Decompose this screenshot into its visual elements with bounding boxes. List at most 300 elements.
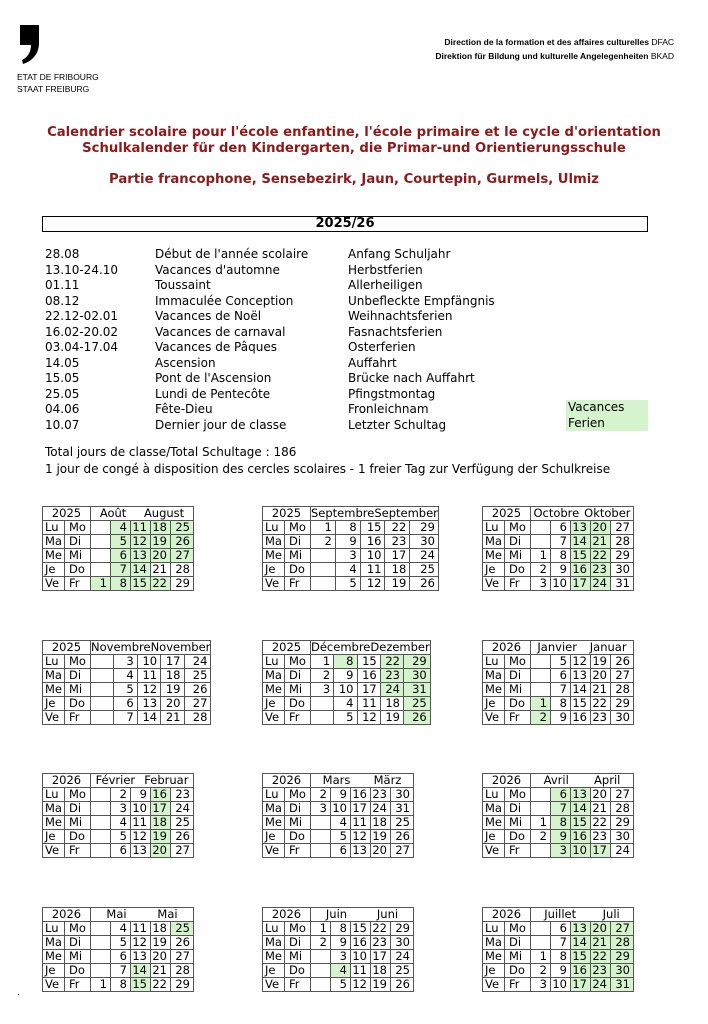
weekday-row [483,669,634,683]
day-cell: 18 [151,922,171,936]
weekday-de: Di [505,669,531,683]
empty-day-cell [531,802,551,816]
empty-day-cell [91,844,111,858]
weekday-row [43,978,194,992]
weekday-fr: Ma [483,669,505,683]
day-cell: 4 [335,563,360,577]
school-year-banner: 2025/26 [42,216,648,232]
month-name-fr: Septembre [311,506,375,520]
holiday-day-cell: 24 [591,577,611,591]
holiday-day-cell: 7 [111,563,131,577]
month-calendar [482,773,634,858]
weekday-row [483,788,634,802]
weekday-row [43,697,211,711]
weekday-fr: Lu [43,655,65,669]
event-fr: Début de l'année scolaire [155,247,309,261]
day-cell: 10 [551,978,571,992]
weekday-row [263,802,414,816]
holiday-day-cell: 23 [591,964,611,978]
weekday-fr: Me [263,950,285,964]
day-cell: 1 [531,950,551,964]
holiday-day-cell: 14 [571,936,591,950]
day-cell: 3 [311,683,334,697]
day-cell: 13 [131,950,151,964]
holiday-day-cell: 11 [131,521,151,535]
day-cell: 10 [131,802,151,816]
weekday-de: Mo [65,655,91,669]
holiday-day-cell: 23 [380,669,403,683]
weekday-row [43,950,194,964]
empty-day-cell [91,563,111,577]
event-de: Pfingstmontag [348,386,436,401]
weekday-de: Di [285,535,311,549]
weekday-row [483,816,634,830]
weekday-de: Fr [285,711,311,725]
weekday-fr: Je [263,964,285,978]
day-cell: 5 [334,711,357,725]
day-cell: 28 [611,535,634,549]
weekday-de: Mi [65,683,91,697]
day-cell: 22 [385,521,410,535]
holiday-day-cell: 7 [551,802,571,816]
weekday-row [43,549,194,563]
day-cell: 10 [331,802,351,816]
empty-day-cell [311,978,331,992]
day-cell: 20 [151,950,171,964]
weekday-fr: Ve [43,844,65,858]
subtitle-regions: Partie francophone, Sensebezirk, Jaun, Courtepin, Gurmels, Ulmiz [109,172,599,187]
day-cell: 30 [410,535,439,549]
empty-day-cell [91,549,111,563]
day-cell: 8 [331,922,351,936]
weekday-fr: Lu [263,521,285,535]
holiday-day-cell: 21 [591,936,611,950]
holiday-day-cell: 17 [571,577,591,591]
weekday-row [43,844,194,858]
day-cell: 6 [111,950,131,964]
day-cell: 15 [351,922,371,936]
weekday-row [483,549,634,563]
event-fr: Dernier jour de classe [155,417,287,432]
weekday-de: Di [65,802,91,816]
month-year: 2026 [43,908,91,922]
day-cell: 12 [137,683,160,697]
day-cell: 29 [171,577,194,591]
department-de-abbr: BKAD [650,51,674,61]
weekday-de: Mo [505,788,531,802]
event-date: 03.04-17.04 [45,340,119,354]
empty-day-cell [531,655,551,669]
weekday-fr: Ma [263,936,285,950]
weekday-de: Do [65,964,91,978]
day-cell: 26 [171,936,194,950]
weekday-de: Di [285,936,311,950]
month-year: 2025 [263,507,311,521]
day-cell: 3 [311,802,331,816]
day-cell: 12 [131,830,151,844]
day-cell: 4 [334,697,357,711]
holiday-day-cell: 3 [551,844,571,858]
holiday-day-cell: 8 [551,816,571,830]
day-cell: 19 [591,655,611,669]
event-date: 25.05 [45,386,80,401]
month-year: 2026 [43,774,91,788]
month-name-de: Oktober [584,506,631,520]
month-name-fr: Juin [325,907,348,921]
holiday-day-cell: 12 [131,535,151,549]
month-year: 2025 [483,507,531,521]
day-cell: 12 [351,978,371,992]
weekday-fr: Ve [43,978,65,992]
day-cell: 19 [371,830,391,844]
day-cell: 21 [161,711,184,725]
day-cell: 16 [357,669,380,683]
holiday-day-cell: 20 [151,549,171,563]
day-cell: 7 [551,683,571,697]
month-name-de: Februar [144,773,189,787]
event-fr: Immaculée Conception [155,293,294,308]
month-name [531,507,634,521]
weekday-row [483,802,634,816]
weekday-fr: Je [43,563,65,577]
event-de: Unbefleckte Empfängnis [348,293,495,308]
weekday-de: Mo [505,521,531,535]
day-cell: 17 [371,950,391,964]
event-date: 08.12 [45,293,80,308]
weekday-row [263,950,414,964]
day-cell: 23 [591,711,611,725]
weekday-row [263,830,414,844]
day-cell: 5 [331,830,351,844]
weekday-row [263,816,414,830]
day-cell: 29 [391,922,414,936]
day-cell: 1 [531,549,551,563]
weekday-de: Di [65,669,91,683]
month-calendar [262,773,414,858]
weekday-de: Di [285,802,311,816]
holiday-day-cell: 18 [151,816,171,830]
month-name [311,908,414,922]
day-cell: 18 [371,964,391,978]
day-cell: 24 [410,549,439,563]
empty-day-cell [91,655,114,669]
holiday-day-cell: 28 [611,936,634,950]
day-cell: 13 [571,669,591,683]
day-cell: 4 [331,816,351,830]
weekday-fr: Lu [483,521,505,535]
logo-text [17,71,99,95]
holiday-day-cell: 22 [380,655,403,669]
month-name-de: September [374,506,438,520]
weekday-de: Mi [505,816,531,830]
month-calendar [42,640,211,725]
day-cell: 18 [385,563,410,577]
month-name-de: April [594,773,621,787]
day-cell: 27 [611,669,634,683]
day-cell: 27 [611,521,634,535]
day-cell: 23 [385,535,410,549]
day-cell: 9 [551,964,571,978]
day-cell: 21 [151,964,171,978]
day-cell: 30 [611,830,634,844]
holiday-day-cell: 16 [151,788,171,802]
day-cell: 9 [335,535,360,549]
comma-logo-icon [17,23,43,65]
day-cell: 25 [184,669,211,683]
weekday-row [483,936,634,950]
weekday-fr: Ma [43,535,65,549]
empty-day-cell [91,950,111,964]
day-cell: 3 [331,950,351,964]
month-name [531,641,634,655]
day-cell: 11 [351,816,371,830]
weekday-fr: Me [43,549,65,563]
weekday-de: Mo [285,788,311,802]
month-name [311,507,439,521]
free-day-note: 1 jour de congé à disposition des cercles scolaires - 1 freier Tag zur Verfügung der Schulkreise [45,462,611,476]
day-cell: 18 [380,697,403,711]
event-date: 13.10-24.10 [45,262,119,277]
empty-day-cell [311,549,336,563]
day-cell: 3 [531,978,551,992]
day-cell: 30 [611,711,634,725]
weekday-de: Mi [505,683,531,697]
holiday-day-cell: 13 [131,549,151,563]
weekday-de: Di [505,535,531,549]
event-de: Allerheiligen [348,278,423,292]
day-cell: 11 [360,563,385,577]
holiday-day-cell: 1 [531,697,551,711]
day-cell: 30 [611,563,634,577]
day-cell: 21 [591,683,611,697]
event-date: 04.06 [45,402,80,416]
department-de: Direktion für Bildung und kulturelle Angelegenheiten [435,51,649,61]
weekday-de: Do [285,697,311,711]
weekday-fr: Je [43,964,65,978]
day-cell: 26 [171,830,194,844]
day-cell: 20 [371,844,391,858]
day-cell: 29 [410,521,439,535]
holiday-day-cell: 23 [591,563,611,577]
day-cell: 2 [531,563,551,577]
weekday-fr: Ma [263,535,285,549]
weekday-de: Do [65,563,91,577]
month-calendar [482,907,634,992]
holiday-day-cell: 8 [111,577,131,591]
holiday-day-cell: 13 [571,788,591,802]
month-name-de: August [143,506,185,520]
empty-day-cell [91,830,111,844]
weekday-fr: Je [483,563,505,577]
month-year: 2025 [43,507,91,521]
month-year: 2025 [263,641,311,655]
day-cell: 4 [111,816,131,830]
holiday-day-cell: 20 [591,922,611,936]
holiday-day-cell: 14 [131,563,151,577]
weekday-fr: Je [43,830,65,844]
holiday-day-cell: 6 [111,549,131,563]
day-cell: 28 [184,711,211,725]
holiday-day-cell: 22 [591,549,611,563]
weekday-de: Di [505,936,531,950]
day-cell: 23 [371,936,391,950]
day-cell: 16 [360,535,385,549]
holiday-day-cell: 24 [591,978,611,992]
weekday-row [43,922,194,936]
weekday-row [483,711,634,725]
event-fr: Toussaint [155,278,211,292]
page-dot: . [17,988,20,998]
weekday-fr: Ve [43,577,65,591]
day-cell: 9 [334,669,357,683]
holiday-day-cell: 29 [404,655,431,669]
day-cell: 13 [137,697,160,711]
empty-day-cell [311,816,331,830]
empty-day-cell [91,816,111,830]
month-year: 2026 [263,908,311,922]
day-cell: 6 [551,922,571,936]
holiday-day-cell: 18 [151,521,171,535]
department-fr: Direction de la formation et des affaires culturelles [444,37,649,47]
day-cell: 24 [171,802,194,816]
empty-day-cell [531,535,551,549]
day-cell: 2 [311,936,331,950]
weekday-fr: Ma [263,802,285,816]
day-cell: 2 [111,788,131,802]
day-cell: 30 [391,936,414,950]
day-cell: 1 [311,521,336,535]
weekday-fr: Ma [263,669,285,683]
day-cell: 19 [151,936,171,950]
weekday-de: Mi [65,816,91,830]
day-cell: 19 [385,577,410,591]
weekday-de: Do [65,830,91,844]
day-cell: 29 [611,816,634,830]
event-fr: Fête-Dieu [155,402,213,416]
empty-day-cell [531,669,551,683]
weekday-de: Fr [505,844,531,858]
event-date: 28.08 [45,247,80,261]
holiday-day-cell: 19 [151,830,171,844]
day-cell: 2 [311,788,331,802]
weekday-fr: Ve [263,844,285,858]
weekday-fr: Ma [43,802,65,816]
holiday-day-cell: 1 [91,577,111,591]
day-cell: 7 [551,535,571,549]
holiday-day-cell: 4 [111,521,131,535]
day-cell: 14 [571,683,591,697]
day-cell: 23 [371,788,391,802]
weekday-de: Di [65,535,91,549]
weekday-de: Mo [65,922,91,936]
day-cell: 11 [357,697,380,711]
day-cell: 8 [551,697,571,711]
weekday-fr: Lu [43,521,65,535]
weekday-de: Mo [285,655,311,669]
empty-day-cell [531,788,551,802]
day-cell: 22 [371,922,391,936]
weekday-fr: Ve [263,577,285,591]
weekday-row [43,802,194,816]
weekday-fr: Lu [43,922,65,936]
empty-day-cell [311,577,336,591]
holiday-day-cell: 30 [404,669,431,683]
day-cell: 6 [551,521,571,535]
weekday-row [43,711,211,725]
day-cell: 19 [371,978,391,992]
holiday-day-cell: 21 [591,535,611,549]
event-date: 15.05 [45,371,80,385]
month-calendar [42,773,194,858]
event-date: 01.11 [45,278,80,292]
month-calendar [482,506,634,591]
weekday-row [263,697,431,711]
month-name-de: Januar [589,640,627,654]
weekday-row [43,563,194,577]
event-de: Weihnachtsferien [348,309,453,323]
day-cell: 10 [137,655,160,669]
day-cell: 26 [611,655,634,669]
day-cell: 9 [331,788,351,802]
day-cell: 26 [391,978,414,992]
empty-day-cell [91,964,111,978]
day-cell: 7 [114,711,137,725]
legend-label-de: Ferien [568,415,605,430]
day-cell: 24 [611,844,634,858]
weekday-fr: Me [263,816,285,830]
day-cell: 23 [591,830,611,844]
weekday-fr: Lu [263,788,285,802]
weekday-row [483,844,634,858]
day-cell: 10 [351,950,371,964]
weekday-de: Mi [505,950,531,964]
weekday-fr: Je [483,697,505,711]
empty-day-cell [311,964,331,978]
empty-day-cell [311,830,331,844]
weekday-row [483,830,634,844]
day-cell: 29 [611,549,634,563]
day-cell: 24 [391,950,414,964]
weekday-row [43,577,194,591]
month-calendar [482,640,634,725]
day-cell: 4 [111,922,131,936]
weekday-fr: Je [263,830,285,844]
weekday-row [263,936,414,950]
day-cell: 5 [114,683,137,697]
month-name [91,908,194,922]
month-name-fr: Novembre [91,640,151,654]
holiday-day-cell: 29 [611,950,634,964]
day-cell: 12 [360,577,385,591]
empty-day-cell [531,936,551,950]
day-cell: 20 [591,669,611,683]
day-cell: 24 [184,655,211,669]
holiday-day-cell: 17 [591,844,611,858]
day-cell: 2 [311,535,336,549]
department-fr-abbr: DFAC [651,37,674,47]
empty-day-cell [531,922,551,936]
weekday-row [43,521,194,535]
day-cell: 28 [611,802,634,816]
holiday-day-cell: 22 [151,577,171,591]
holiday-day-cell: 25 [171,521,194,535]
weekday-fr: Ma [43,669,65,683]
weekday-fr: Ve [483,711,505,725]
month-name [91,641,211,655]
weekday-de: Mi [505,549,531,563]
event-de: Fronleichnam [348,402,429,416]
month-name [311,641,431,655]
